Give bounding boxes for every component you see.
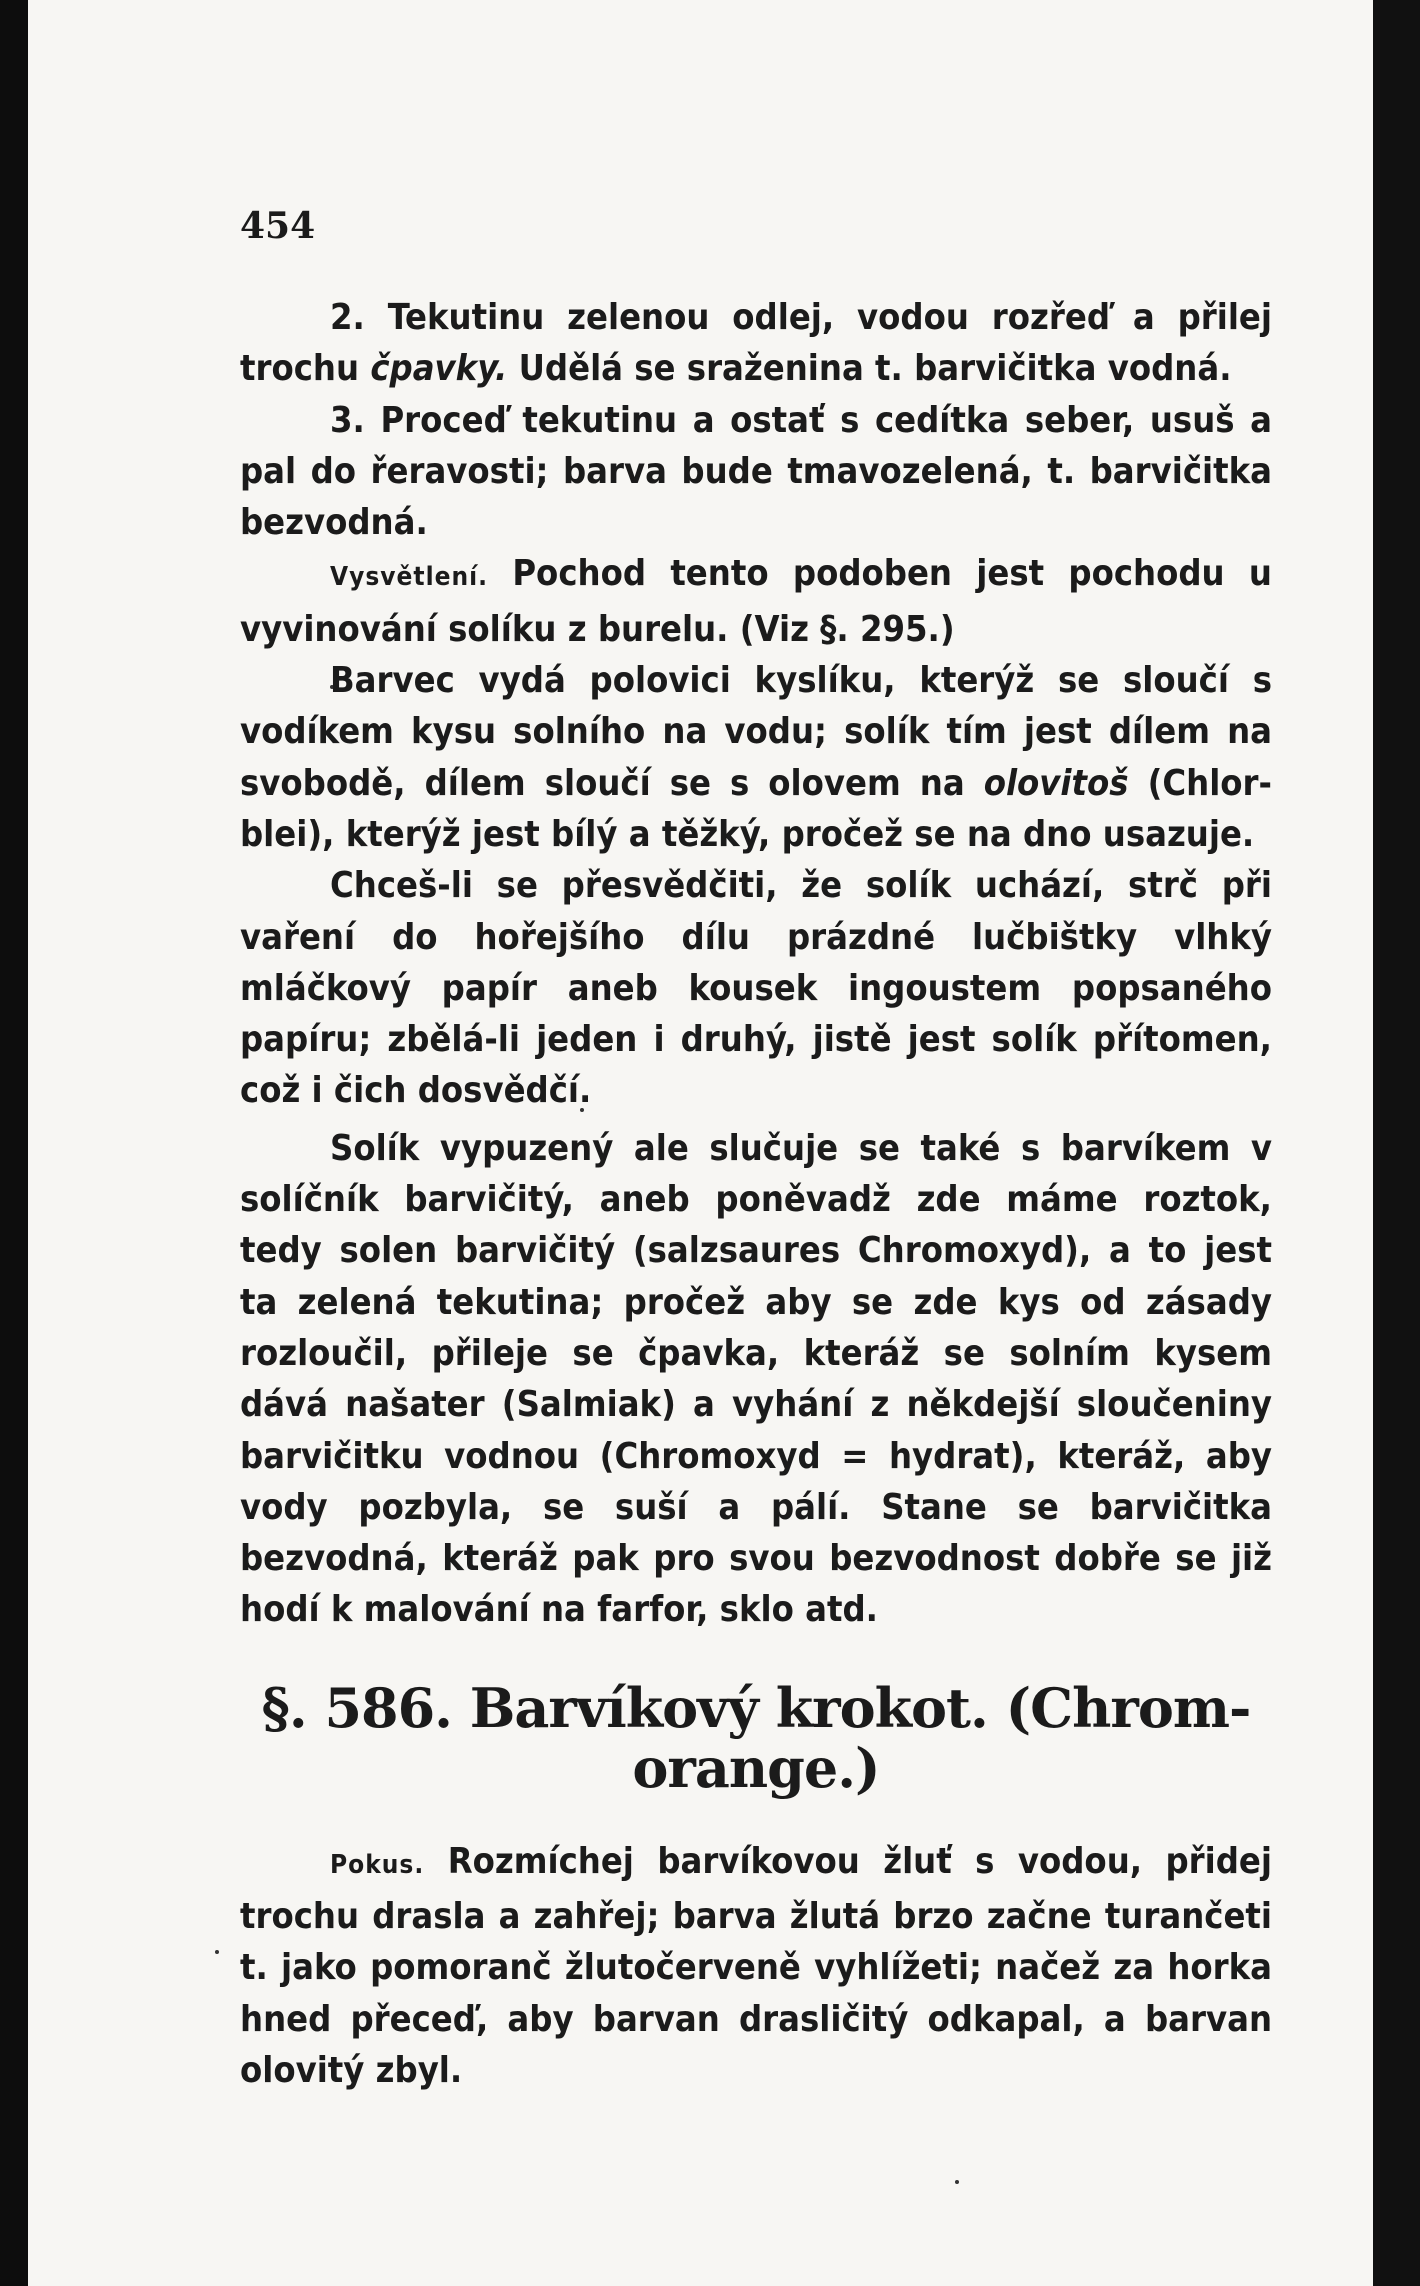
page-number: 454: [240, 205, 316, 247]
emphasis-text: čpavky.: [370, 348, 508, 390]
section-marker: Vysvětlení.: [330, 562, 489, 593]
item-marker: 2.: [330, 297, 365, 338]
paragraph-text: (Chlor- blei), kterýž jest bílý a těžký, pročež se na dno usazuje.: [240, 762, 1272, 855]
paragraph-2: [240, 292, 1272, 395]
section-heading: §. 586. Barvíkový krokot. (Chrom-orange.): [261, 1675, 1251, 1800]
paragraph-vysvetleni: [240, 548, 1272, 655]
paragraph-3: [240, 395, 1272, 549]
paragraph-text: Pochod tento podoben jest pochodu u vyvinování solíku z burelu. (Viz §. 295.): [240, 553, 1272, 650]
paragraph-text: Rozmíchej barvíkovou žluť s vodou, přidej trochu drasla a zahřej; barva žlutá brzo začne turančeti t. jako pomoranč žlutočerveně vyhlížeti; načež za horka hned přeceď, aby barvan drasličitý odkapal, a barvan olovitý zbyl.: [240, 1840, 1272, 2091]
paragraph-text: Tekutinu zelenou odlej, vodou rozřeď a přilej trochu: [240, 297, 1272, 390]
paragraph-text: Solík vypuzený ale slučuje se také s barvíkem v solíčník barvičitý, aneb poněvadž zde máme roztok, tedy solen barvičitý (salzsaures Chromoxyd), a to jest ta zelená tekutina; pročež aby se zde kys od zásady rozloučil, přileje se čpavka, kteráž se solním kysem dává našater (Salmiak) a vyhání z někdejší sloučeniny barvičitku vodnou (Chromoxyd = hydrat), kteráž, aby vody pozbyla, se suší a pálí. Stane se barvičitka bezvodná, kteráž pak pro svou bezvodnost dobře se již hodí k malování na farfor, sklo atd.: [240, 1127, 1272, 1631]
page-body: [240, 292, 1272, 2096]
paragraph-barvec: [240, 655, 1272, 860]
item-marker: 3.: [330, 399, 365, 441]
section-marker: Pokus.: [330, 1849, 425, 1880]
print-speck: [215, 1950, 219, 1954]
paragraph-text: Barvec vydá polovici kyslíku, kterýž se sloučí s vodíkem kysu solního na vodu; solík tím jest dílem na svobodě, dílem sloučí se s olovem na: [240, 660, 1272, 804]
paragraph-solik: [240, 1123, 1272, 1636]
paragraph-text: Chceš-li se přesvědčiti, že solík uchází, strč při vaření do hořejšího dílu prázdné lučbištky vlhký mláčkový papír aneb kousek ingoustem popsaného papíru; zbělá-li jeden i druhý, jistě jest solík přítomen, což i čich dosvědčí.: [240, 865, 1272, 1112]
emphasis-text: olovitoš: [983, 762, 1129, 804]
paragraph-text: Udělá se sraženina t. barvičitka vodná.: [518, 348, 1232, 390]
paragraph-pokus: [240, 1836, 1272, 2096]
paragraph-text: Proceď tekutinu a ostať s cedítka seber, usuš a pal do řeravosti; barva bude tmavozelená, t. barvičitka bezvodná.: [240, 399, 1272, 544]
print-speck: [955, 2180, 959, 2184]
page-edge-shadow: [1373, 0, 1420, 2286]
paragraph-chces: [240, 860, 1272, 1116]
